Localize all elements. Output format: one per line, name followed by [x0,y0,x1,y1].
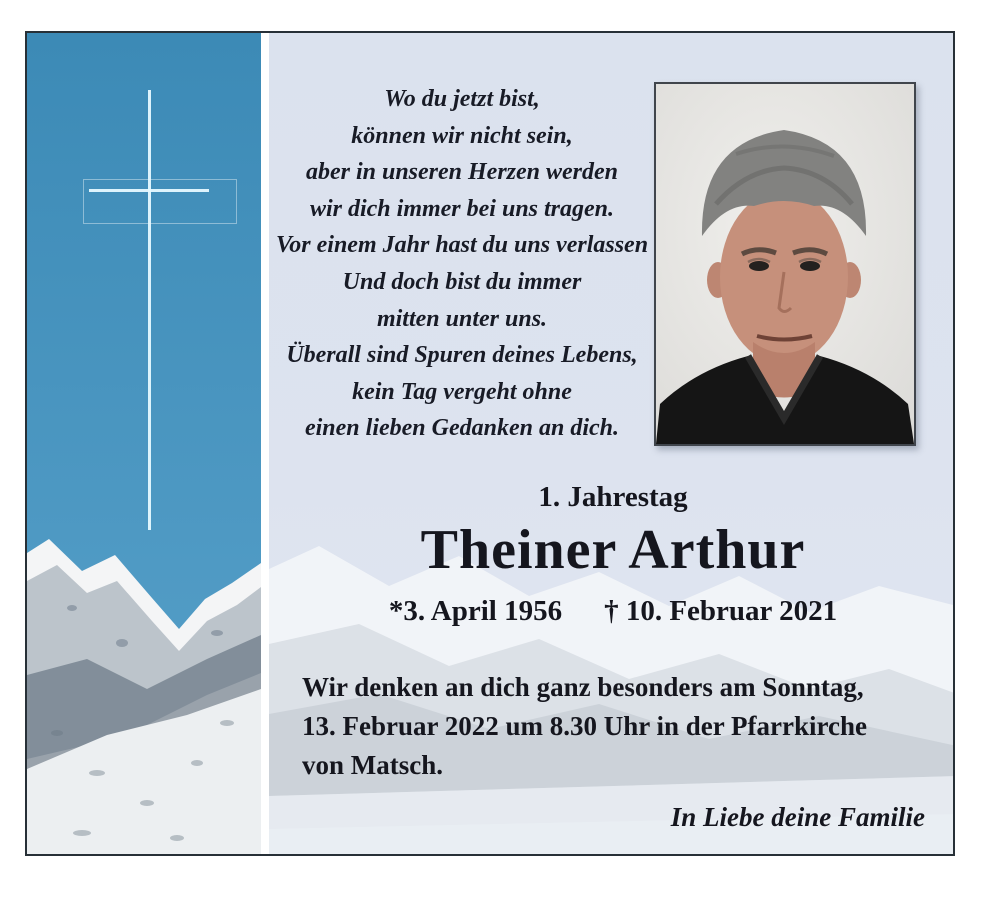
memorial-poem [262,81,662,447]
poem-line: Vor einem Jahr hast du uns verlassen [275,232,649,259]
portrait-illustration [656,84,914,444]
cross-frame [83,179,237,224]
death-date: † 10. Februar 2021 [604,595,838,627]
mountain-photo-panel [27,33,261,854]
birth-date: *3. April 1956 [388,595,563,627]
poem-line: können wir nicht sein, [351,122,573,149]
memorial-service-announcement [302,668,942,785]
poem-line: wir dich immer bei uns tragen. [309,195,615,222]
memorial-card [25,31,955,856]
anniversary-label: 1. Jahrestag [538,481,688,513]
mountain-illustration [27,33,261,854]
life-dates [269,591,957,631]
poem-line: kein Tag vergeht ohne [352,378,572,405]
poem-line: Wo du jetzt bist, [384,86,540,112]
cross-icon-bar [89,189,209,192]
poem-line: Und doch bist du immer [342,268,582,295]
poem-line: aber in unseren Herzen werden [305,159,619,186]
announcement-line: Wir denken an dich ganz besonders am Sonntag, [302,672,864,702]
deceased-name: Theiner Arthur [420,519,806,581]
announcement-line: 13. Februar 2022 um 8.30 Uhr in der Pfarrkirche [302,711,867,741]
poem-line: Überall sind Spuren deines Lebens, [286,342,638,369]
poem-line: mitten unter uns. [376,305,548,332]
cross-icon [148,90,151,530]
announcement-line: von Matsch. [302,750,443,780]
poem-line: einen lieben Gedanken an dich. [304,415,619,442]
portrait-photo [654,82,916,446]
closing-signature: In Liebe deine Familie [670,802,925,832]
